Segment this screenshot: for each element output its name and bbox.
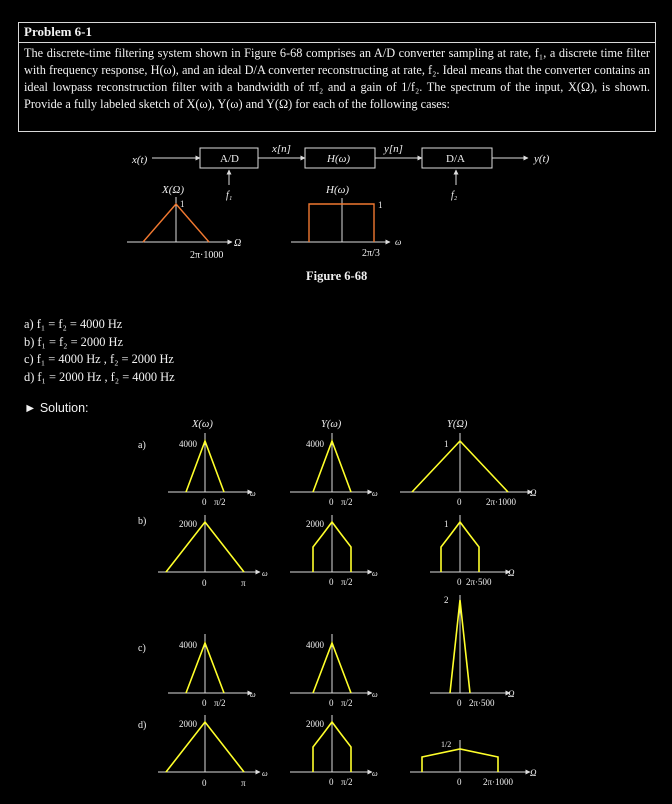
svg-text:Ω: Ω [530, 768, 537, 778]
row-label: d) [138, 720, 147, 731]
filter-response [291, 184, 401, 259]
y-omega-tick-1: π/2 [341, 577, 353, 587]
y-omega-tick-1: π/2 [341, 698, 353, 708]
x-omega-peak: 2000 [179, 719, 197, 729]
x-omega-tick-1: π/2 [214, 497, 226, 507]
svg-text:ω: ω [250, 690, 256, 699]
row-label: c) [138, 643, 146, 654]
figure-caption: Figure 6-68 [306, 269, 368, 283]
input-spectrum-title: X(Ω) [162, 184, 184, 196]
y-Omega-peak: 2 [444, 595, 449, 605]
svg-text:ω: ω [372, 489, 378, 498]
xn-label: x[n] [272, 143, 291, 155]
input-spectrum-peak: 1 [180, 199, 185, 209]
case-c: c) f₁ = 4000 Hz , f₂ = 2000 Hz [24, 352, 174, 366]
y-Omega-tick-1: 2π·1000 [483, 777, 514, 787]
ad-label: A/D [220, 153, 239, 165]
y-omega-peak: 2000 [306, 719, 324, 729]
svg-text:ω: ω [250, 489, 256, 498]
svg-text:Ω: Ω [508, 568, 515, 578]
row-label: a) [138, 440, 146, 451]
y-Omega-tick-0: 0 [457, 698, 462, 708]
x-omega-tick-0: 0 [202, 578, 207, 588]
x-omega-tick-1: π [241, 778, 246, 788]
x-omega-peak: 4000 [179, 439, 197, 449]
svg-text:Ω: Ω [508, 689, 515, 699]
ad-rate-label: f₁ [226, 190, 233, 201]
input-spectrum-edge: 2π·1000 [190, 250, 224, 261]
y-omega-tick-1: π/2 [341, 497, 353, 507]
problem-statement: The discrete-time filtering system shown in Figure 6-68 comprises an A/D converter sampling at rate, f₁, a discrete time filter with frequency response, H(ω), and an ideal D/A converter reconstructing at rate, f₂. Ideal means that the converter contains an ideal lowpass reconstruction filter with a bandwidth of πf₂ and a gain of 1/f₂. The spectrum of the input, X(Ω), is shown. Provide a fully labeled sketch of X(ω), Y(ω) and Y(Ω) for each of the following cases: [24, 46, 650, 111]
da-rate-label: f₂ [451, 190, 458, 201]
y-Omega-tick-0: 0 [457, 577, 462, 587]
svg-text:Ω: Ω [530, 488, 537, 498]
svg-text:ω: ω [262, 769, 268, 778]
x-omega-peak: 4000 [179, 640, 197, 650]
da-label: D/A [446, 153, 465, 165]
input-spectrum-axis: Ω [234, 238, 242, 249]
y-omega-tick-0: 0 [329, 577, 334, 587]
y-Omega-peak: 1/2 [441, 740, 452, 749]
filter-response-axis: ω [395, 237, 402, 247]
y-Omega-tick-1: 2π·1000 [486, 497, 517, 507]
y-Omega-tick-1: 2π·500 [469, 698, 495, 708]
y-Omega-tick-0: 0 [457, 777, 462, 787]
y-Omega-peak: 1 [444, 519, 449, 529]
solution-row-a [138, 433, 537, 507]
input-label: x(t) [132, 154, 148, 166]
y-Omega-peak: 1 [444, 439, 449, 449]
solution-row-d [138, 715, 537, 788]
problem-title: Problem 6-1 [24, 24, 92, 39]
svg-text:ω: ω [372, 690, 378, 699]
y-Omega-tick-1: 2π·500 [466, 577, 492, 587]
yn-label: y[n] [384, 143, 403, 155]
x-omega-tick-0: 0 [202, 698, 207, 708]
filter-response-edge: 2π/3 [362, 248, 380, 259]
filter-response-title: H(ω) [326, 184, 350, 196]
y-omega-tick-0: 0 [329, 777, 334, 787]
x-omega-tick-1: π [241, 578, 246, 588]
filter-label: H(ω) [327, 153, 351, 165]
row-label: b) [138, 516, 147, 527]
y-Omega-tick-0: 0 [457, 497, 462, 507]
x-omega-peak: 2000 [179, 519, 197, 529]
svg-text:ω: ω [372, 769, 378, 778]
svg-text:ω: ω [372, 569, 378, 578]
y-omega-tick-1: π/2 [341, 777, 353, 787]
y-omega-peak: 2000 [306, 519, 324, 529]
input-spectrum [127, 184, 241, 261]
output-label: y(t) [534, 153, 550, 165]
case-a: a) f₁ = f₂ = 4000 Hz [24, 317, 123, 331]
y-omega-peak: 4000 [306, 640, 324, 650]
case-b: b) f₁ = f₂ = 2000 Hz [24, 334, 124, 349]
svg-text:ω: ω [262, 569, 268, 578]
col-title-y-Omega: Y(Ω) [447, 419, 468, 430]
filter-response-height: 1 [378, 200, 383, 210]
y-omega-tick-0: 0 [329, 698, 334, 708]
solution-heading: ► Solution: [24, 401, 89, 415]
solution-row-c [138, 595, 515, 708]
x-omega-tick-0: 0 [202, 778, 207, 788]
solution-row-b [138, 515, 515, 588]
case-d: d) f₁ = 2000 Hz , f₂ = 4000 Hz [24, 369, 175, 384]
col-title-x-omega: X(ω) [192, 419, 213, 430]
y-omega-tick-0: 0 [329, 497, 334, 507]
x-omega-tick-0: 0 [202, 497, 207, 507]
col-title-y-omega: Y(ω) [321, 419, 342, 430]
x-omega-tick-1: π/2 [214, 698, 226, 708]
y-omega-peak: 4000 [306, 439, 324, 449]
